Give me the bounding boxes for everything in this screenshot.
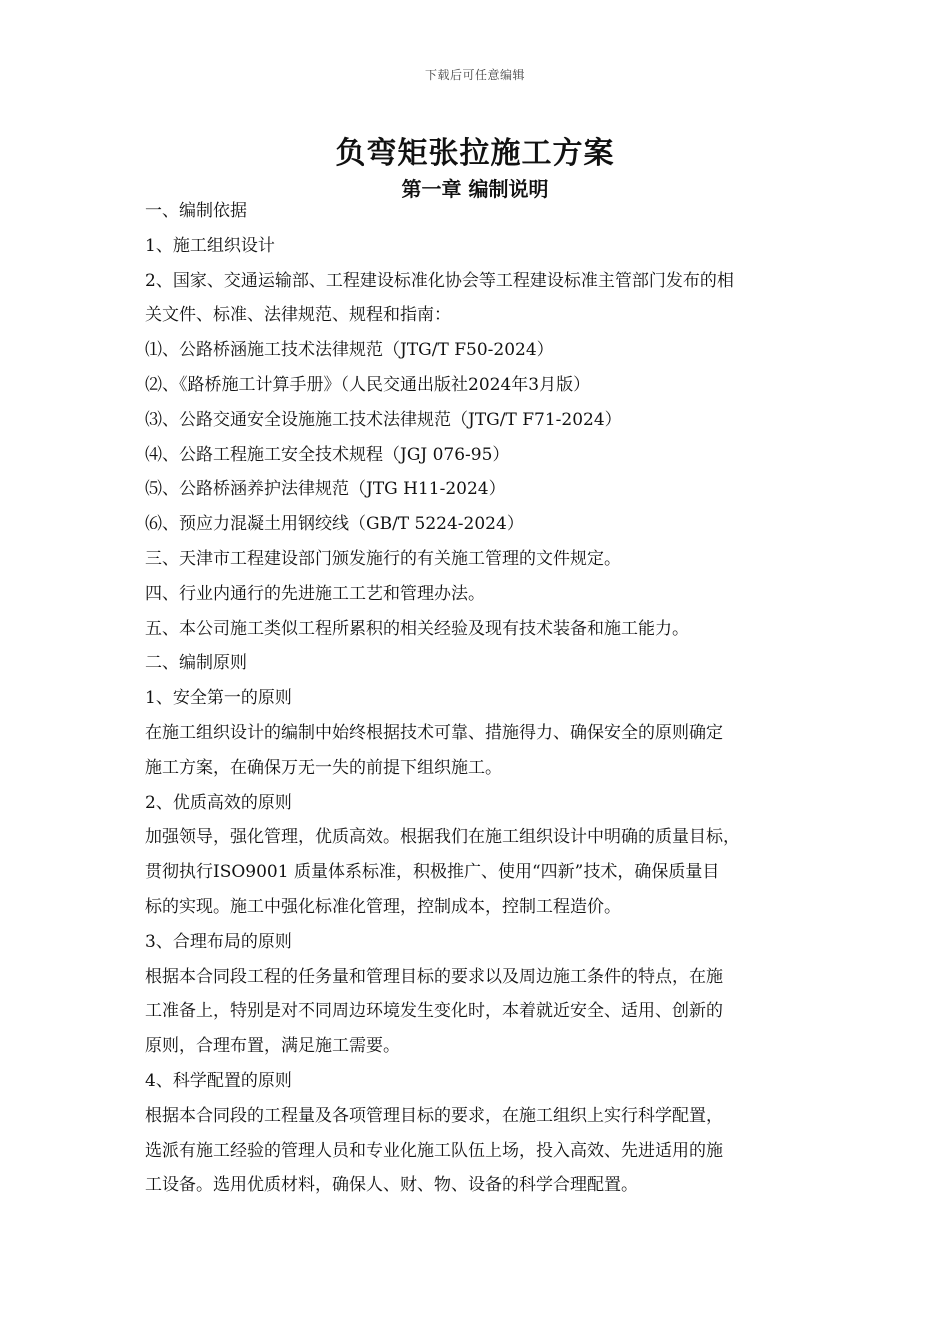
body-line: 贯彻执行ISO9001 质量体系标准，积极推广、使用“四新”技术，确保质量目 [145, 862, 720, 883]
body-line: 四、行业内通行的先进施工工艺和管理办法。 [145, 583, 485, 604]
body-line: ⑴、公路桥涵施工技术法律规范（JTG/T F50-2024） [145, 340, 554, 361]
body-line: 2、优质高效的原则 [145, 792, 292, 813]
body-line: ⑸、公路桥涵养护法律规范（JTG H11-2024） [145, 479, 506, 500]
document-body [145, 194, 820, 1203]
body-line: 标的实现。施工中强化标准化管理，控制成本，控制工程造价。 [145, 896, 621, 917]
body-line: 工准备上，特别是对不同周边环境发生变化时，本着就近安全、适用、创新的 [145, 1001, 723, 1022]
body-line: 三、天津市工程建设部门颁发施行的有关施工管理的文件规定。 [145, 548, 621, 569]
body-line: 在施工组织设计的编制中始终根据技术可靠、措施得力、确保安全的原则确定 [145, 722, 723, 743]
body-line: 根据本合同段工程的任务量和管理目标的要求以及周边施工条件的特点，在施 [145, 966, 723, 987]
body-line: ⑹、预应力混凝土用钢绞线（GB/T 5224-2024） [145, 514, 524, 535]
chapter-title: 第一章 编制说明 [401, 177, 549, 201]
body-line: 施工方案，在确保万无一失的前提下组织施工。 [145, 757, 502, 778]
body-line: 二、编制原则 [145, 653, 247, 674]
body-line: 根据本合同段的工程量及各项管理目标的要求，在施工组织上实行科学配置， [145, 1105, 723, 1126]
header-note: 下载后可任意编辑 [424, 68, 525, 82]
body-line: 1、安全第一的原则 [145, 688, 292, 709]
body-line: 关文件、标准、法律规范、规程和指南： [145, 305, 451, 326]
body-line: 3、合理布局的原则 [145, 931, 292, 952]
body-line: 原则，合理布置，满足施工需要。 [145, 1036, 400, 1057]
body-line: ⑶、公路交通安全设施施工技术法律规范（JTG/T F71-2024） [145, 409, 622, 430]
body-line: 五、本公司施工类似工程所累积的相关经验及现有技术装备和施工能力。 [145, 618, 689, 639]
body-line: 加强领导，强化管理，优质高效。根据我们在施工组织设计中明确的质量目标， [145, 827, 740, 848]
body-line: 1、施工组织设计 [145, 235, 275, 256]
body-line: 4、科学配置的原则 [145, 1070, 292, 1091]
body-line: ⑷、公路工程施工安全技术规程（JGJ 076-95） [145, 444, 510, 465]
body-line: 2、国家、交通运输部、工程建设标准化协会等工程建设标准主管部门发布的相 [145, 270, 734, 291]
document-title: 负弯矩张拉施工方案 [335, 136, 615, 171]
body-line: 选派有施工经验的管理人员和专业化施工队伍上场，投入高效、先进适用的施 [145, 1140, 723, 1161]
body-line: 工设备。选用优质材料，确保人、财、物、设备的科学合理配置。 [145, 1175, 638, 1196]
body-line: ⑵、《路桥施工计算手册》（人民交通出版社2024年3月版） [145, 374, 591, 395]
body-line: 一、编制依据 [145, 201, 247, 221]
